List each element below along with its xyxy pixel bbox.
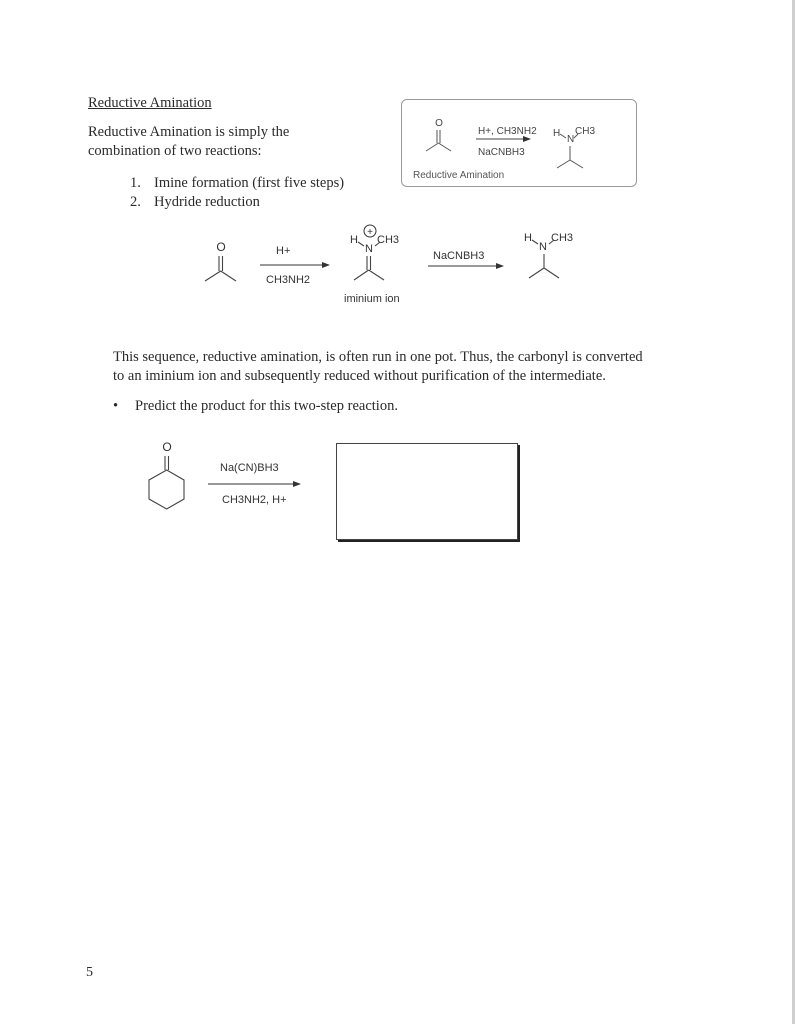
step-text: Hydride reduction bbox=[154, 194, 260, 210]
paragraph-line-1: This sequence, reductive amination, is often run in one pot. Thus, the carbonyl is converted bbox=[113, 349, 643, 365]
summary-carbonyl-o: O bbox=[435, 118, 443, 129]
summary-acetone-structure bbox=[426, 130, 451, 151]
question-text: Predict the product for this two-step reaction. bbox=[135, 398, 398, 414]
answer-box[interactable] bbox=[336, 443, 518, 540]
summary-caption: Reductive Amination bbox=[413, 170, 505, 181]
mechanism-product-n: N bbox=[539, 241, 547, 253]
intro-line-1: Reductive Amination is simply the bbox=[88, 124, 290, 140]
summary-reagent-bottom: NaCNBH3 bbox=[478, 147, 525, 158]
mechanism-carbonyl-o: O bbox=[216, 240, 226, 254]
paragraph-line-2: to an iminium ion and subsequently reduced without purification of the intermediate. bbox=[113, 368, 606, 384]
page-number: 5 bbox=[86, 965, 93, 980]
mechanism-acetone-structure bbox=[205, 256, 236, 281]
explanation-paragraph bbox=[113, 348, 703, 386]
summary-reagent-top: H+, CH3NH2 bbox=[478, 126, 537, 137]
problem-reagent-bottom: CH3NH2, H+ bbox=[222, 494, 287, 506]
mechanism-product-h: H bbox=[524, 232, 532, 244]
cyclohexanone-structure bbox=[149, 456, 184, 509]
summary-product-h: H bbox=[553, 128, 561, 139]
question-bullet bbox=[113, 398, 398, 415]
section-heading: Reductive Amination bbox=[88, 95, 212, 111]
iminium-charge: + bbox=[367, 227, 373, 238]
problem-carbonyl-o: O bbox=[162, 440, 172, 454]
summary-product-n: N bbox=[567, 134, 575, 145]
intro-line-2: combination of two reactions: bbox=[88, 143, 262, 159]
step-text: Imine formation (first five steps) bbox=[154, 175, 345, 191]
step-number: 1. bbox=[130, 175, 141, 191]
mechanism-step2-reagent: NaCNBH3 bbox=[433, 250, 485, 262]
summary-product-ch3: CH3 bbox=[575, 126, 596, 137]
mechanism-product-ch3: CH3 bbox=[551, 232, 574, 244]
iminium-h: H bbox=[350, 234, 358, 246]
bullet-symbol: • bbox=[113, 398, 119, 414]
problem-reagent-top: Na(CN)BH3 bbox=[220, 462, 279, 474]
iminium-label: iminium ion bbox=[344, 293, 400, 305]
iminium-ch3: CH3 bbox=[377, 234, 400, 246]
mechanism-step1-reagent-top: H+ bbox=[276, 245, 291, 257]
step-number: 2. bbox=[130, 194, 141, 210]
iminium-n: N bbox=[365, 243, 373, 255]
mechanism-step1-reagent-bottom: CH3NH2 bbox=[266, 274, 311, 286]
